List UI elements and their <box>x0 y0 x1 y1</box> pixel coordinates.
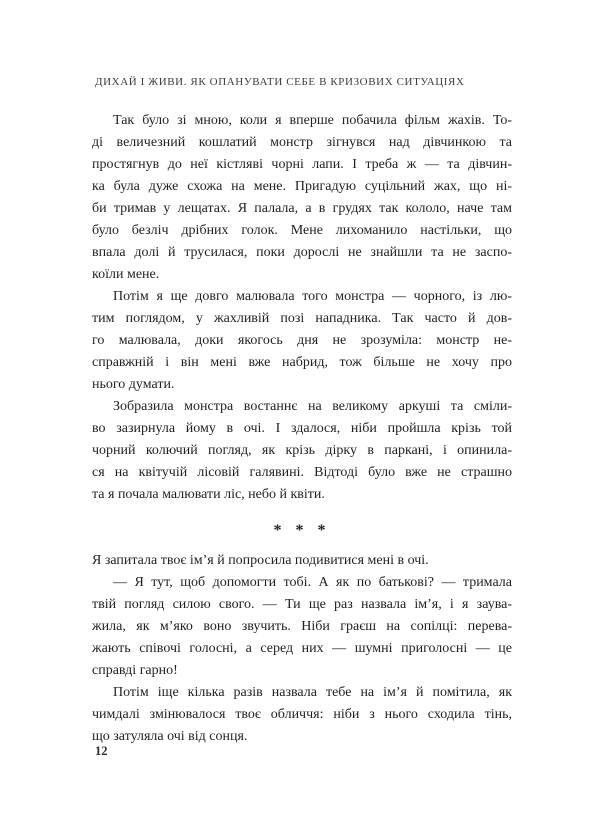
text-line: що затуляла очі від сонця. <box>92 729 248 744</box>
text-line: Я запитала твоє ім’я й попросила подивитися мені в очі. <box>92 553 429 568</box>
text-line: Потім я ще довго малювала того монстра — чорного, із лю- <box>113 289 512 304</box>
text-line: простягнув до неї кістляві чорні лапи. І треба ж — та дівчин- <box>92 157 512 172</box>
text-line: Так було зі мною, коли я вперше побачила фільм жахів. То- <box>113 113 512 128</box>
text-line: нього думати. <box>92 377 175 392</box>
text-line: твій погляд силою свого. — Ти ще раз назвала ім’я, і я заува- <box>92 597 512 612</box>
section-separator <box>92 506 512 550</box>
asterisk-break: * * * <box>273 522 331 539</box>
text-line: тим поглядом, у жахливій позі нападника. Так часто й дов- <box>92 311 512 326</box>
text-line: Потім іще кілька разів назвала тебе на ім’я й помітила, як <box>113 685 512 700</box>
running-header: ДИХАЙ І ЖИВИ. ЯК ОПАНУВАТИ СЕБЕ В КРИЗОВИХ СИТУАЦІЯХ <box>95 76 465 88</box>
text-line: ді величезний кошлатий монстр зігнувся над дівчинкою та <box>92 135 512 150</box>
text-line: ся на квітучій лісовій галявині. Відтоді було вже не страшно <box>92 465 512 480</box>
text-line: го малювала, доки якогось дня не зрозуміла: монстр не- <box>92 333 512 348</box>
text-line: Зобразила монстра востаннє на великому аркуші та сміли- <box>113 399 512 414</box>
text-line: коїли мене. <box>92 267 160 282</box>
text-line: чимдалі змінювалося твоє обличчя: ніби з нього сходила тінь, <box>92 707 512 722</box>
text-line: справжній і він мені вже набрид, тож більше не хочу про <box>92 355 512 370</box>
text-line: справді гарно! <box>92 663 178 678</box>
text-line: во зазирнула йому в очі. І здалося, ніби пройшла крізь той <box>92 421 512 436</box>
paragraph <box>92 572 512 682</box>
text-line: жають співочі голосні, а серед них — шумні приголосні — це <box>92 641 512 656</box>
text-line: би тримав у лещатах. Я палала, а в грудях так кололо, наче там <box>92 201 512 216</box>
text-line: було безліч дрібних голок. Мене лихоманило настільки, що <box>92 223 512 238</box>
text-line: чорний колючий погляд, як крізь дірку в паркані, і опинила- <box>92 443 512 458</box>
paragraph <box>92 396 512 506</box>
text-line: впала долі й трусилася, поки дорослі не знайшли та не заспо- <box>92 245 512 260</box>
text-line: — Я тут, щоб допомогти тобі. А як по батькові? — тримала <box>113 575 512 590</box>
page-number: 12 <box>95 744 108 758</box>
text-line: жила, як м’яко воно звучить. Ніби граєш на сопілці: перева- <box>92 619 512 634</box>
paragraph <box>92 682 512 748</box>
paragraph <box>92 550 512 572</box>
page-body <box>92 110 512 748</box>
paragraph <box>92 286 512 396</box>
text-line: та я почала малювати ліс, небо й квіти. <box>92 487 325 502</box>
paragraph <box>92 110 512 286</box>
text-line: ка була дуже схожа на мене. Пригадую суцільний жах, що ні- <box>92 179 512 194</box>
